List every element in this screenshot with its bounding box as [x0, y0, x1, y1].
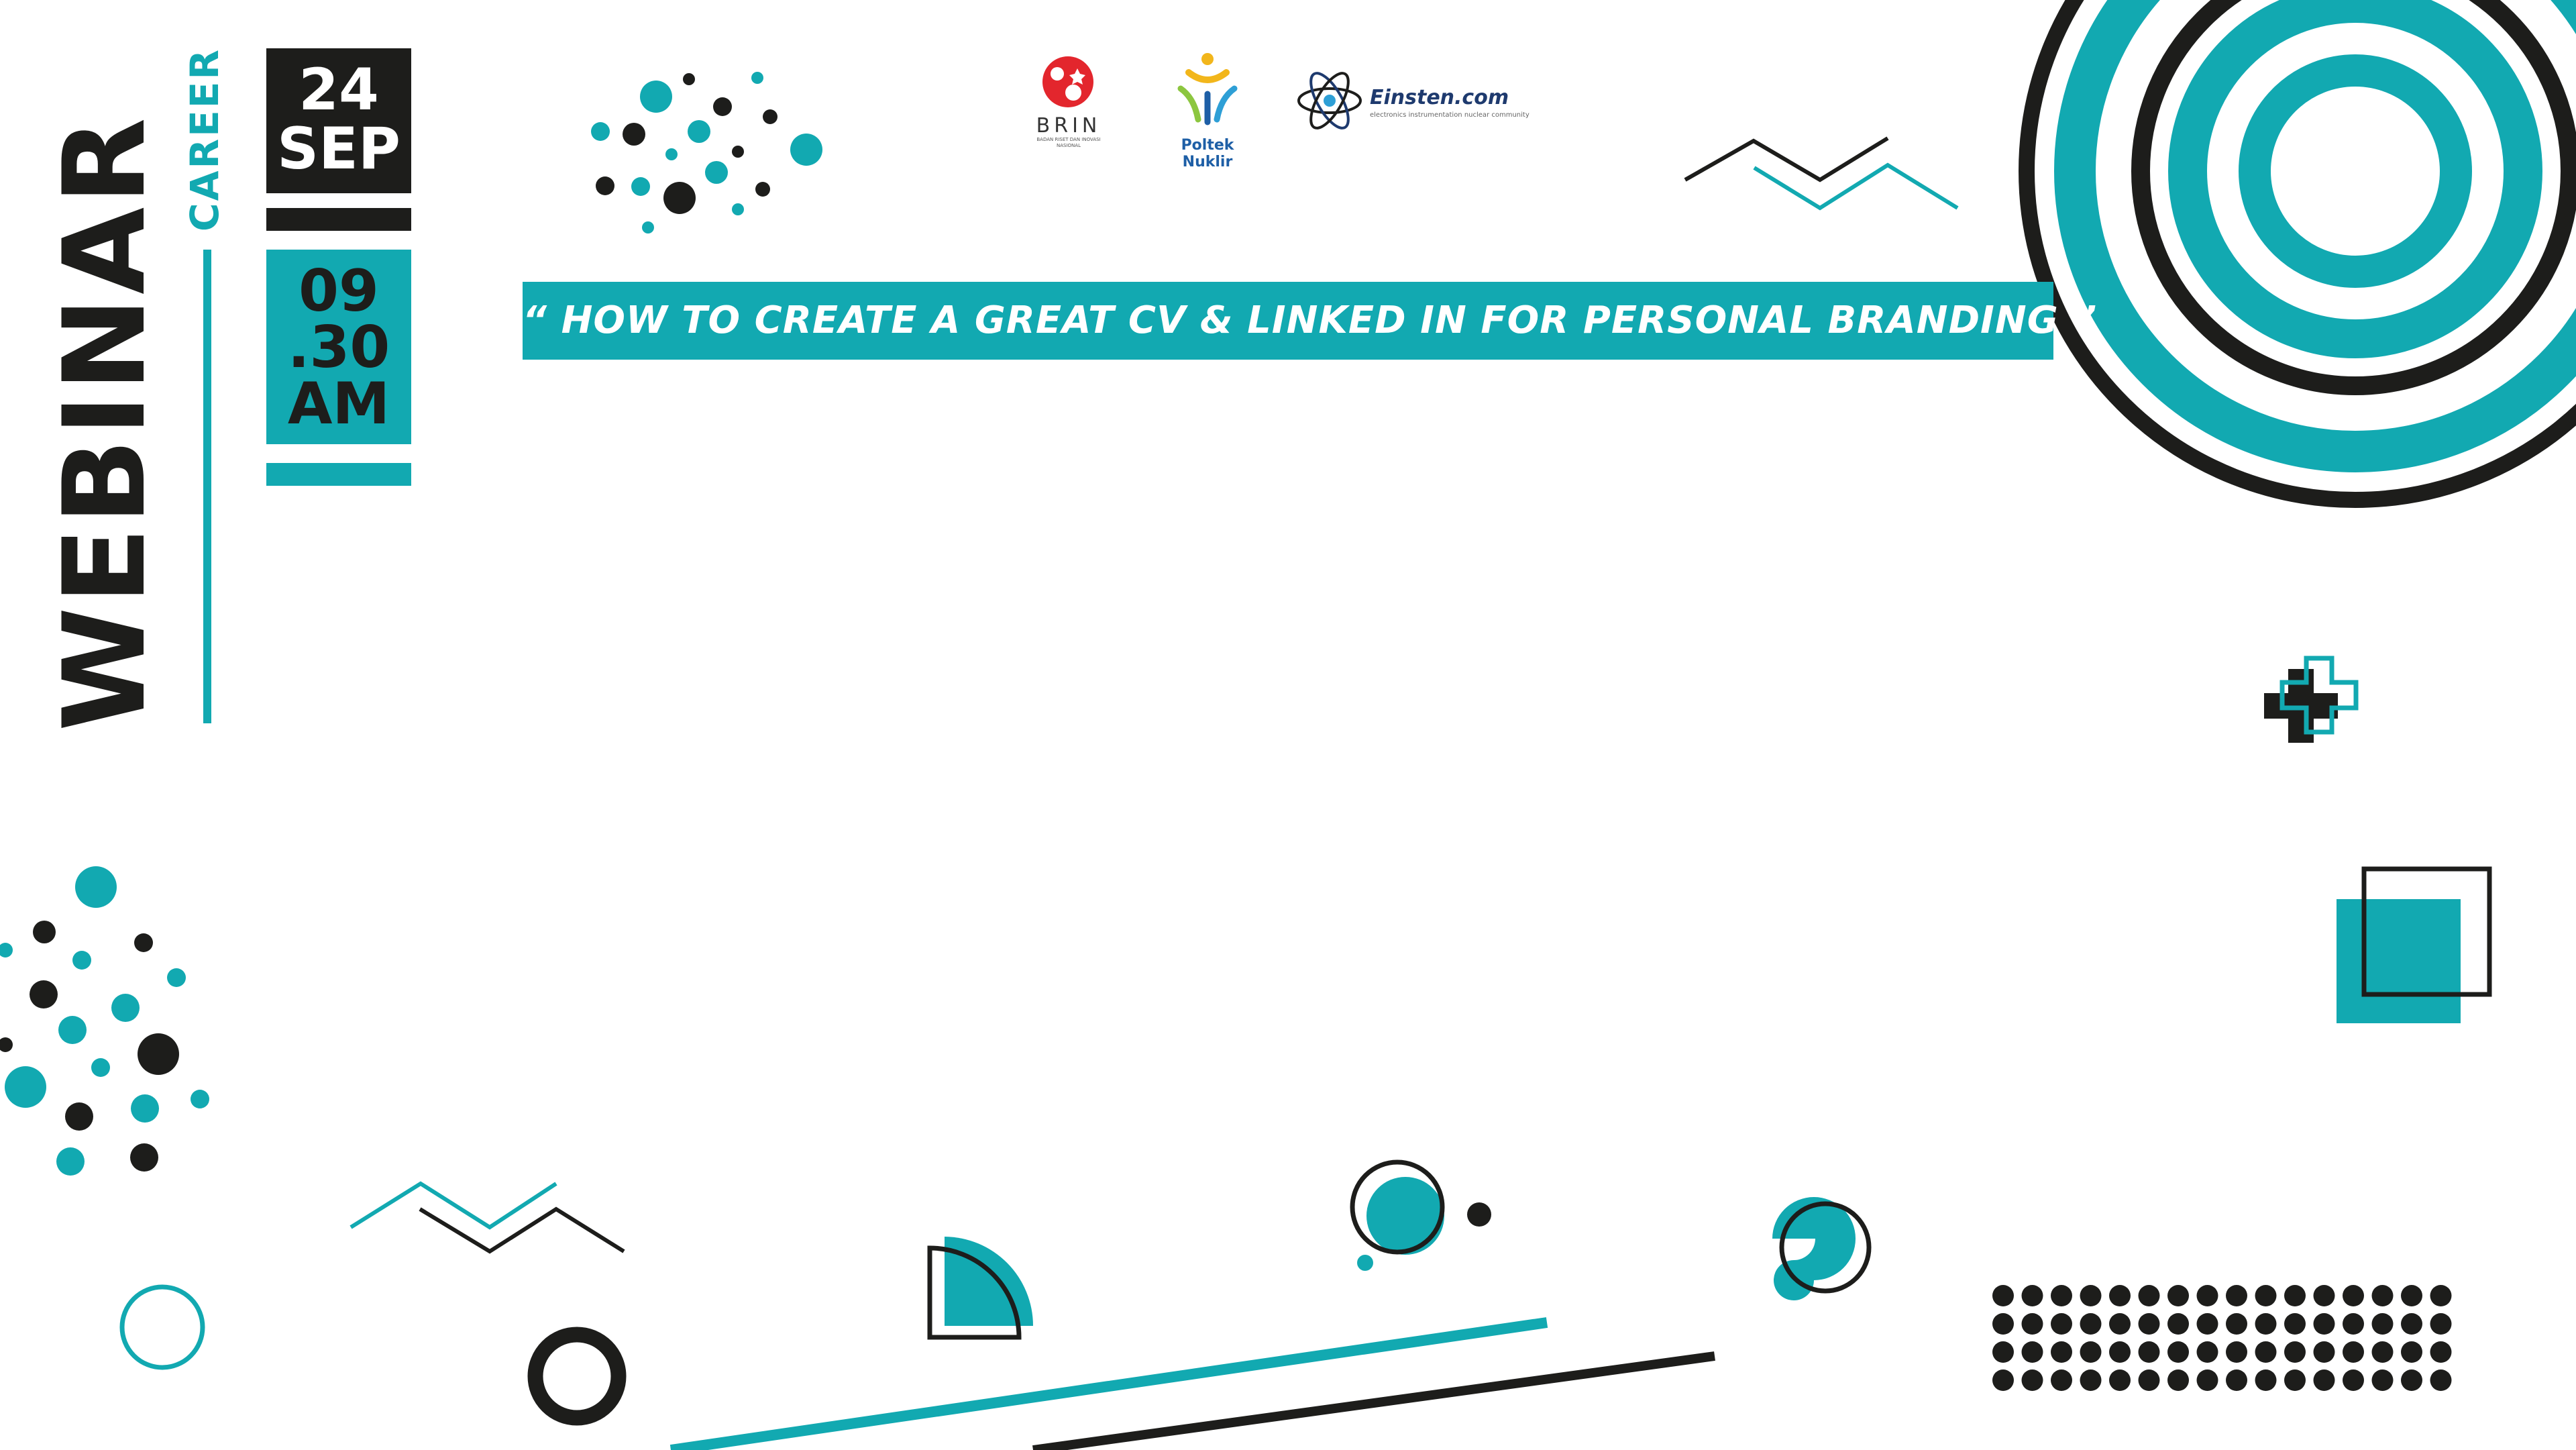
grid-dot [2343, 1369, 2364, 1391]
grid-dot [2080, 1369, 2102, 1391]
grid-dot [2343, 1313, 2364, 1335]
grid-dot [2139, 1285, 2160, 1306]
brin-subtitle: BADAN RISET DAN INOVASI NASIONAL [1036, 137, 1101, 148]
grid-dot [2080, 1285, 2102, 1306]
poltek-nuklir-logo [1154, 52, 1261, 170]
ring-black-icon [535, 1335, 619, 1418]
grid-dot [2372, 1313, 2394, 1335]
grid-dot [2401, 1341, 2422, 1363]
grid-dot [2255, 1341, 2277, 1363]
grid-dot [2430, 1369, 2452, 1391]
grid-dot [2343, 1341, 2364, 1363]
swirl-icon [1772, 1197, 1869, 1300]
grid-dot [2197, 1369, 2218, 1391]
grid-dot [2022, 1313, 2043, 1335]
diagonal-lines-icon [671, 1323, 1715, 1450]
grid-dot [2197, 1313, 2218, 1335]
grid-dot [2051, 1341, 2072, 1363]
grid-dot [2167, 1313, 2189, 1335]
grid-dot [2372, 1369, 2394, 1391]
einsten-subtitle: electronics instrumentation nuclear community [1370, 111, 1529, 119]
time-underline [266, 463, 411, 486]
event-type-title: WEBINAR [39, 115, 170, 731]
grid-dot [1992, 1313, 2014, 1335]
poltek-name: Poltek Nuklir [1181, 137, 1234, 170]
grid-dot [2022, 1369, 2043, 1391]
quarter-circle-icon [930, 1237, 1033, 1337]
grid-dot [2284, 1313, 2306, 1335]
dots-cluster-left-icon [0, 866, 209, 1176]
squares-icon [2337, 869, 2489, 1023]
grid-dot [2430, 1285, 2452, 1306]
atom-logo-icon [1295, 67, 1365, 134]
brin-logo-icon [1038, 54, 1099, 110]
grid-dot [2255, 1369, 2277, 1391]
grid-dot [2022, 1285, 2043, 1306]
grid-dot [2080, 1341, 2102, 1363]
zigzag-bottom-icon [351, 1184, 624, 1251]
grid-dot [2167, 1369, 2189, 1391]
grid-dot [2197, 1341, 2218, 1363]
grid-dot [2080, 1313, 2102, 1335]
zigzag-top-icon [1685, 138, 1957, 208]
date-day: 24 [299, 56, 379, 123]
time-period: AM [287, 370, 390, 437]
grid-dot [2139, 1341, 2160, 1363]
grid-dot [1992, 1285, 2014, 1306]
grid-dot [2401, 1369, 2422, 1391]
plus-icon [2264, 658, 2356, 743]
grid-dot [2051, 1285, 2072, 1306]
grid-dot [2109, 1285, 2131, 1306]
category-divider [203, 250, 211, 723]
concentric-circles-icon [2027, 0, 2576, 500]
grid-dot [2284, 1285, 2306, 1306]
time-badge [266, 250, 411, 444]
grid-dot [1992, 1341, 2014, 1363]
time-hour: 09 [299, 258, 379, 325]
date-underline [266, 208, 411, 231]
event-category: CAREER [182, 47, 227, 231]
circles-pair-icon [1352, 1162, 1491, 1271]
grid-dot [2167, 1341, 2189, 1363]
grid-dot [2022, 1341, 2043, 1363]
grid-dot [2051, 1313, 2072, 1335]
grid-dot [2284, 1341, 2306, 1363]
grid-dot [2255, 1313, 2277, 1335]
grid-dot [2343, 1285, 2364, 1306]
dot-grid-icon [1992, 1285, 2452, 1391]
grid-dot [2314, 1313, 2335, 1335]
grid-dot [2372, 1285, 2394, 1306]
grid-dot [2314, 1369, 2335, 1391]
grid-dot [2430, 1313, 2452, 1335]
grid-dot [2167, 1285, 2189, 1306]
grid-dot [2284, 1369, 2306, 1391]
grid-dot [2139, 1313, 2160, 1335]
grid-dot [2226, 1369, 2247, 1391]
brin-logo [1032, 54, 1106, 149]
grid-dot [2314, 1285, 2335, 1306]
grid-dot [2226, 1285, 2247, 1306]
grid-dot [2109, 1369, 2131, 1391]
grid-dot [2197, 1285, 2218, 1306]
webinar-title-banner: “ HOW TO CREATE A GREAT CV & LINKED IN FOR PERSONAL BRANDING ” [523, 282, 2053, 360]
grid-dot [2109, 1341, 2131, 1363]
brin-name: BRIN [1036, 114, 1102, 138]
grid-dot [1992, 1369, 2014, 1391]
poltek-nuklir-logo-icon [1174, 52, 1241, 132]
einsten-name: Einsten.com [1370, 86, 1509, 109]
grid-dot [2255, 1285, 2277, 1306]
grid-dot [2372, 1341, 2394, 1363]
grid-dot [2226, 1341, 2247, 1363]
einsten-logo [1295, 67, 1536, 137]
dots-cluster-top-icon [591, 72, 822, 234]
grid-dot [2139, 1369, 2160, 1391]
time-minute: .30 [287, 314, 390, 381]
ring-teal-icon [122, 1287, 203, 1367]
grid-dot [2226, 1313, 2247, 1335]
grid-dot [2109, 1313, 2131, 1335]
date-badge [266, 48, 411, 193]
date-month: SEP [277, 115, 400, 183]
grid-dot [2401, 1285, 2422, 1306]
grid-dot [2051, 1369, 2072, 1391]
grid-dot [2430, 1341, 2452, 1363]
grid-dot [2314, 1341, 2335, 1363]
grid-dot [2401, 1313, 2422, 1335]
